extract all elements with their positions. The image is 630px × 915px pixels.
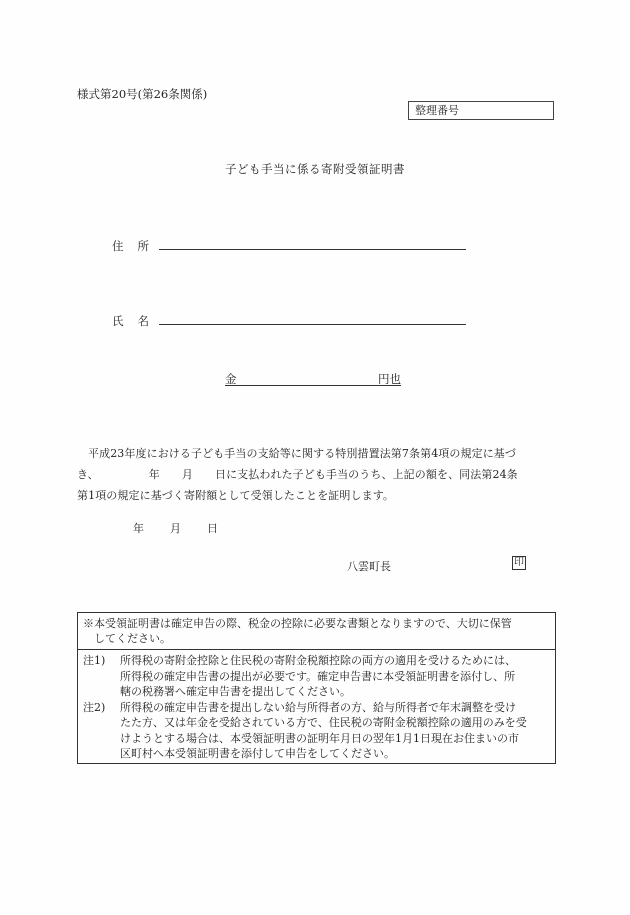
note-item — [83, 653, 550, 700]
note-line: けようとする場合は、本受領証明書の証明年月日の翌年1月1日現在お住まいの市 — [120, 731, 519, 745]
note-line: 区町村へ本受領証明書を添付して申告をしてください。 — [120, 747, 395, 760]
notice-main — [78, 613, 555, 650]
notes-list — [78, 653, 555, 762]
issue-date-day: 日 — [207, 522, 218, 535]
name-label-char1: 氏 — [112, 314, 124, 328]
amount-suffix: 円也 — [378, 372, 401, 386]
address-label — [112, 238, 149, 254]
name-label — [112, 313, 149, 329]
notice-box — [77, 612, 556, 764]
amount-prefix: 金 — [225, 372, 237, 386]
address-label-char1: 住 — [112, 239, 124, 253]
note-line: 所得税の確定申告書を提出しない給与所得者の方、給与所得者で年末調整を受け — [120, 700, 516, 714]
payment-month-label: 月 — [181, 468, 193, 481]
payment-year-label: 年 — [148, 468, 160, 481]
reference-number-label: 整理番号 — [415, 104, 459, 117]
address-label-char2: 所 — [137, 239, 149, 253]
amount-field[interactable] — [225, 371, 401, 386]
statement-line-2-rest: 日に支払われた子ども手当のうち、上記の額を、同法第24条 — [214, 468, 518, 481]
statement-line-1: 平成23年度における子ども手当の支給等に関する特別措置法第7条第4項の規定に基づ — [88, 447, 516, 460]
document-title: 子ども手当に係る寄附受領証明書 — [225, 162, 405, 176]
statement-line-3: 第1項の規定に基づく寄附額として受領したことを証明します。 — [77, 489, 395, 502]
address-input-line[interactable] — [159, 249, 466, 250]
name-label-char2: 名 — [137, 314, 149, 328]
issuer-name: 八雲町長 — [347, 560, 391, 573]
note-line: 轄の税務署へ確定申告書を提出してください。 — [120, 685, 351, 698]
note-line: 所得税の確定申告書の提出が必要です。確定申告書に本受領証明書を添付し、所 — [120, 669, 516, 683]
issue-date-month: 月 — [170, 522, 181, 535]
certification-statement — [77, 443, 553, 506]
notice-main-line-1: ※本受領証明書は確定申告の際、税金の控除に必要な書類となりますので、大切に保管 — [83, 617, 512, 630]
issue-date — [133, 520, 218, 536]
note-label: 注2) — [83, 700, 106, 714]
note-label: 注1) — [83, 654, 106, 667]
statement-line-2-start: き、 — [77, 468, 99, 481]
note-item — [83, 700, 550, 762]
seal-mark: 印 — [514, 557, 524, 568]
form-number: 様式第20号(第26条関係) — [77, 87, 208, 101]
note-line: 所得税の寄附金控除と住民税の寄附金税額控除の両方の適用を受けるためには、 — [120, 654, 516, 667]
issue-date-year: 年 — [133, 522, 144, 535]
name-input-line[interactable] — [159, 324, 466, 325]
reference-number-box[interactable] — [408, 101, 554, 120]
note-line: たた方、又は年金を受給されている方で、住民税の寄附金税額控除の適用のみを受 — [120, 716, 527, 729]
notice-main-line-2: してください。 — [94, 632, 171, 645]
